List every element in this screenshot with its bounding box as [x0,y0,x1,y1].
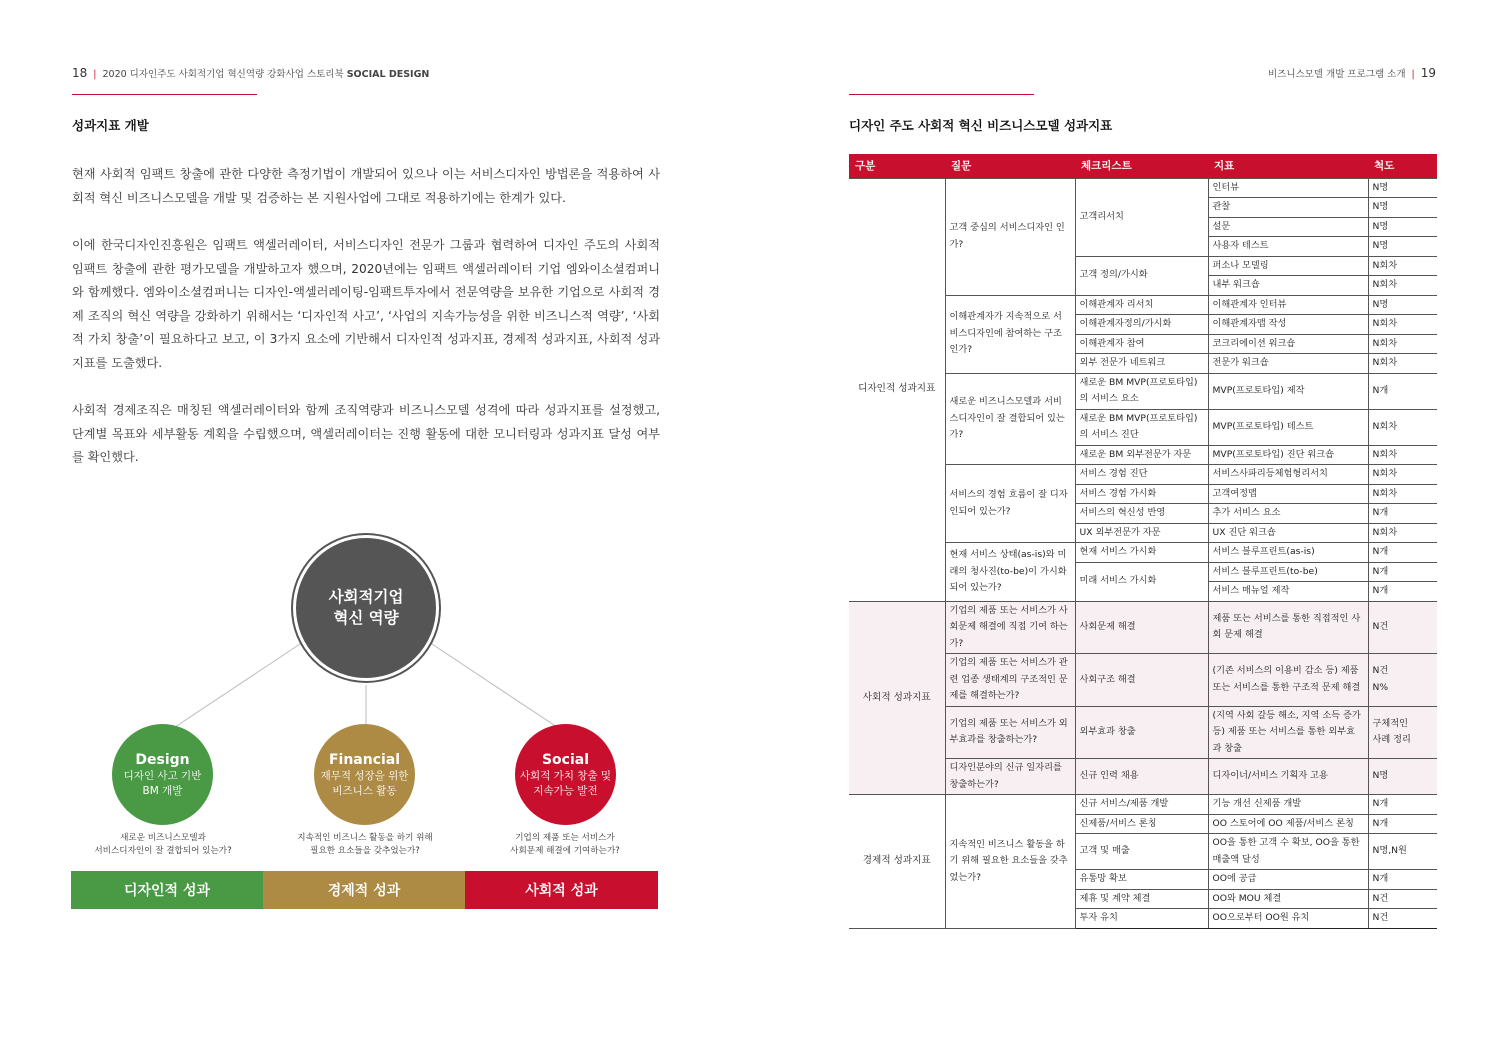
scale-line: N건 [1372,665,1389,677]
checklist-cell: 고객 정의/가시화 [1075,256,1208,295]
scale-cell: N회차 [1368,465,1437,485]
paragraph-1: 현재 사회적 임팩트 창출에 관한 다양한 측정기법이 개발되어 있으나 이는 서비스디자인 방법론을 적용하여 사회적 혁신 비즈니스모델을 개발 및 검증하는 본 지원사업에 그대로 적용하기에는 한계가 있다. [72,167,660,205]
financial-line-2: 비즈니스 활동 [332,784,397,797]
indicator-cell: 고객여정맵 [1208,484,1368,504]
indicator-cell: 서비스사파리등체험형리서치 [1208,465,1368,485]
design-line-2: BM 개발 [142,784,183,797]
header-rule [72,94,257,95]
checklist-cell: 서비스의 혁신성 반영 [1075,504,1208,524]
scale-cell: N명 [1368,217,1437,237]
question-cell: 새로운 비즈니스모델과 서비스디자인이 잘 결합되어 있는가? [945,373,1075,465]
social-line-2: 지속가능 발전 [533,784,598,797]
category-economic: 경제적 성과지표 [849,795,945,929]
indicator-cell: 제품 또는 서비스를 통한 직접적인 사회 문제 해결 [1208,601,1368,654]
indicator-cell: 설문 [1208,217,1368,237]
section-title: 성과지표 개발 [72,118,149,133]
table-row [849,601,1437,654]
checklist-cell: 유통망 확보 [1075,870,1208,890]
scale-cell: N회차 [1368,256,1437,276]
social-caption [465,832,665,858]
checklist-cell: UX 외부전문가 자문 [1075,523,1208,543]
indicator-cell: OO으로부터 OO원 유치 [1208,909,1368,929]
indicator-cell: UX 진단 워크숍 [1208,523,1368,543]
paragraph-3: 사회적 경제조직은 매칭된 액셀러레이터와 함께 조직역량과 비즈니스모델 성격에 따라 성과지표를 설정했고, 단계별 목표와 세부활동 계획을 수립했으며, 액셀러레이터는 진행 활동에 대한 모니터링과 성과지표 달성 여부를 확인했다. [72,403,660,464]
checklist-cell: 제휴 및 계약 체결 [1075,889,1208,909]
design-caption-line-2: 서비스디자인이 잘 결합되어 있는가? [94,846,232,856]
indicator-cell: 코크리에이션 워크숍 [1208,334,1368,354]
indicator-cell: MVP(프로토타입) 테스트 [1208,409,1368,445]
checklist-cell: 새로운 BM 외부전문가 자문 [1075,445,1208,465]
social-title: Social [541,751,590,768]
scale-cell: N개 [1368,504,1437,524]
indicator-cell: OO을 통한 고객 수 확보, OO을 통한 매출액 달성 [1208,834,1368,870]
center-circle [293,535,439,681]
header-rule [849,94,1034,95]
checklist-cell: 신규 서비스/제품 개발 [1075,795,1208,815]
scale-cell: N회차 [1368,334,1437,354]
running-head-text: 비즈니스모델 개발 프로그램 소개 [1267,69,1406,80]
indicator-cell: (기존 서비스의 이용비 감소 등) 제품 또는 서비스를 통한 구조적 문제 해결 [1208,654,1368,707]
financial-band: 경제적 성과 [263,871,465,909]
indicator-cell: 서비스 블루프린트(as-is) [1208,543,1368,563]
financial-caption-line-1: 지속적인 비즈니스 활동을 하기 위해 [297,833,433,843]
design-circle [112,724,213,825]
innovation-diagram [71,530,658,910]
scale-cell: N개 [1368,870,1437,890]
indicator-cell: MVP(프로토타입) 제작 [1208,373,1368,409]
header-indicator: 지표 [1208,154,1368,178]
indicator-cell: 이해관계자맵 작성 [1208,315,1368,335]
question-cell: 고객 중심의 서비스디자인 인가? [945,178,1075,295]
separator-bar: | [93,69,97,80]
connector-design [166,642,303,733]
indicator-cell: 전문가 워크숍 [1208,354,1368,374]
design-band: 디자인적 성과 [71,871,263,909]
table-row [849,178,1437,198]
scale-line: 사례 정리 [1372,734,1411,746]
center-line-2: 혁신 역량 [333,609,399,627]
indicator-cell: 퍼소나 모델링 [1208,256,1368,276]
financial-caption-line-2: 필요한 요소들을 갖추었는가? [310,846,420,856]
checklist-cell: 사회구조 해결 [1075,654,1208,707]
checklist-cell: 서비스 경험 진단 [1075,465,1208,485]
scale-cell: N명,N원 [1368,834,1437,870]
checklist-cell: 이해관계자정의/가시화 [1075,315,1208,335]
checklist-cell: 신제품/서비스 론칭 [1075,814,1208,834]
checklist-cell: 외부 전문가 네트워크 [1075,354,1208,374]
header-category: 구분 [849,154,945,178]
question-cell: 지속적인 비즈니스 활동을 하기 위해 필요한 요소들을 갖추었는가? [945,795,1075,929]
scale-cell: N개 [1368,543,1437,563]
scale-cell: N회차 [1368,276,1437,296]
social-caption-line-2: 사회문제 해결에 기여하는가? [510,846,620,856]
indicator-cell: OO에 공급 [1208,870,1368,890]
indicator-cell: 사용자 테스트 [1208,237,1368,257]
scale-cell: N건 [1368,909,1437,929]
scale-cell: N회차 [1368,484,1437,504]
running-head-brand: SOCIAL DESIGN [346,69,430,80]
metrics-table [849,154,1437,929]
checklist-cell: 신규 인력 채용 [1075,759,1208,795]
checklist-cell: 새로운 BM MVP(프로토타입)의 서비스 진단 [1075,409,1208,445]
running-head-text: 2020 디자인주도 사회적기업 혁신역량 강화사업 스토리북 [102,69,344,80]
scale-cell: N개 [1368,582,1437,602]
checklist-cell: 이해관계자 참여 [1075,334,1208,354]
question-cell: 기업의 제품 또는 서비스가 관련 업종 생태계의 구조적인 문제를 해결하는가? [945,654,1075,707]
social-line-1: 사회적 가치 창출 및 [519,769,612,782]
table-row [849,795,1437,815]
social-circle [515,724,616,825]
design-title: Design [135,751,190,768]
social-band: 사회적 성과 [465,871,658,909]
page-number: 18 [72,66,88,80]
scale-line: N% [1372,681,1389,693]
scale-cell: N개 [1368,562,1437,582]
indicator-cell: 인터뷰 [1208,178,1368,198]
separator-bar: | [1411,69,1415,80]
indicator-cell: 내부 워크숍 [1208,276,1368,296]
financial-line-1: 재무적 성장을 위한 [320,769,409,782]
checklist-cell: 새로운 BM MVP(프로토타입)의 서비스 요소 [1075,373,1208,409]
indicator-cell: 서비스 매뉴얼 제작 [1208,582,1368,602]
scale-cell: N건 [1368,889,1437,909]
indicator-cell: 기능 개선 신제품 개발 [1208,795,1368,815]
checklist-cell: 투자 유치 [1075,909,1208,929]
scale-cell: N명 [1368,237,1437,257]
header-checklist: 체크리스트 [1075,154,1208,178]
connector-social [429,642,566,733]
checklist-cell: 미래 서비스 가시화 [1075,562,1208,601]
indicator-cell: 관찰 [1208,198,1368,218]
question-cell: 기업의 제품 또는 서비스가 외부효과를 창출하는가? [945,706,1075,759]
question-cell: 기업의 제품 또는 서비스가 사회문제 해결에 직접 기여 하는가? [945,601,1075,654]
social-caption-line-1: 기업의 제품 또는 서비스가 [515,833,615,843]
financial-circle [314,724,415,825]
indicator-cell: MVP(프로토타입) 진단 워크숍 [1208,445,1368,465]
scale-cell: N개 [1368,814,1437,834]
header-question: 질문 [945,154,1075,178]
table-header-row [849,154,1437,178]
category-design: 디자인적 성과지표 [849,178,945,601]
design-line-1: 디자인 사고 기반 [123,769,202,782]
scale-cell: N명 [1368,198,1437,218]
financial-caption [265,832,465,858]
indicator-cell: 이해관계자 인터뷰 [1208,295,1368,315]
center-line-1: 사회적기업 [328,588,404,606]
financial-title: Financial [328,751,401,768]
checklist-cell: 고객리서치 [1075,178,1208,256]
scale-cell: N개 [1368,373,1437,409]
scale-cell: N회차 [1368,445,1437,465]
checklist-cell: 이해관계자 리서치 [1075,295,1208,315]
running-head-left [72,66,429,80]
checklist-cell: 고객 및 매출 [1075,834,1208,870]
scale-cell [1368,706,1437,759]
scale-cell [1368,654,1437,707]
scale-cell: N회차 [1368,354,1437,374]
question-cell: 서비스의 경험 흐름이 잘 디자인되어 있는가? [945,465,1075,543]
header-scale: 척도 [1368,154,1437,178]
scale-line: 구체적인 [1372,717,1409,729]
indicator-cell: 디자이너/서비스 기획자 고용 [1208,759,1368,795]
scale-cell: N회차 [1368,523,1437,543]
question-cell: 이해관계자가 지속적으로 서비스디자인에 참여하는 구조인가? [945,295,1075,373]
design-caption [63,832,263,858]
scale-cell: N개 [1368,795,1437,815]
scale-cell: N명 [1368,759,1437,795]
question-cell: 디자인분야의 신규 일자리를 창출하는가? [945,759,1075,795]
page-number: 19 [1420,66,1436,80]
scale-cell: N명 [1368,295,1437,315]
checklist-cell: 현재 서비스 가시화 [1075,543,1208,563]
scale-cell: N건 [1368,601,1437,654]
checklist-cell: 외부효과 창출 [1075,706,1208,759]
question-cell: 현재 서비스 상태(as-is)와 미래의 청사진(to-be)이 가시화되어 있는가? [945,543,1075,602]
scale-cell: N명 [1368,178,1437,198]
indicator-cell: 서비스 블루프린트(to-be) [1208,562,1368,582]
checklist-cell: 서비스 경험 가시화 [1075,484,1208,504]
running-head-right [1268,66,1436,80]
category-social: 사회적 성과지표 [849,601,945,795]
scale-cell: N회차 [1368,409,1437,445]
indicator-cell: (지역 사회 갈등 해소, 지역 소득 증가 등) 제품 또는 서비스를 통한 외부효과 창출 [1208,706,1368,759]
indicator-cell: 추가 서비스 요소 [1208,504,1368,524]
paragraph-2: 이에 한국디자인진흥원은 임팩트 액셀러레이터, 서비스디자인 전문가 그룹과 협력하여 디자인 주도의 사회적 임팩트 창출에 관한 평가모델을 개발하고자 했으며, 2020년에는 임팩트 액셀러레이터 기업 엠와이소셜컴퍼니와 함께했다. 엠와이소셜컴퍼니는 디자인-액셀러레이팅-임팩트투자에서 전문역량을 보유한 기업으로 사회적 경제 조직의 혁신 역량을 강화하기 위해서는 ‘디자인적 사고’, ‘사업의 지속가능성을 위한 비즈니스적 역량’, ‘사회적 가치 창출’이 필요하다고 보고, 이 3가지 요소에 기반해서 디자인적 성과지표, 경제적 성과지표, 사회적 성과지표를 도출했다. [72,238,660,370]
section-title: 디자인 주도 사회적 혁신 비즈니스모델 성과지표 [849,118,1113,133]
design-caption-line-1: 새로운 비즈니스모델과 [120,833,206,843]
scale-cell: N회차 [1368,315,1437,335]
indicator-cell: OO와 MOU 체결 [1208,889,1368,909]
indicator-cell: OO 스토어에 OO 제품/서비스 론칭 [1208,814,1368,834]
checklist-cell: 사회문제 해결 [1075,601,1208,654]
